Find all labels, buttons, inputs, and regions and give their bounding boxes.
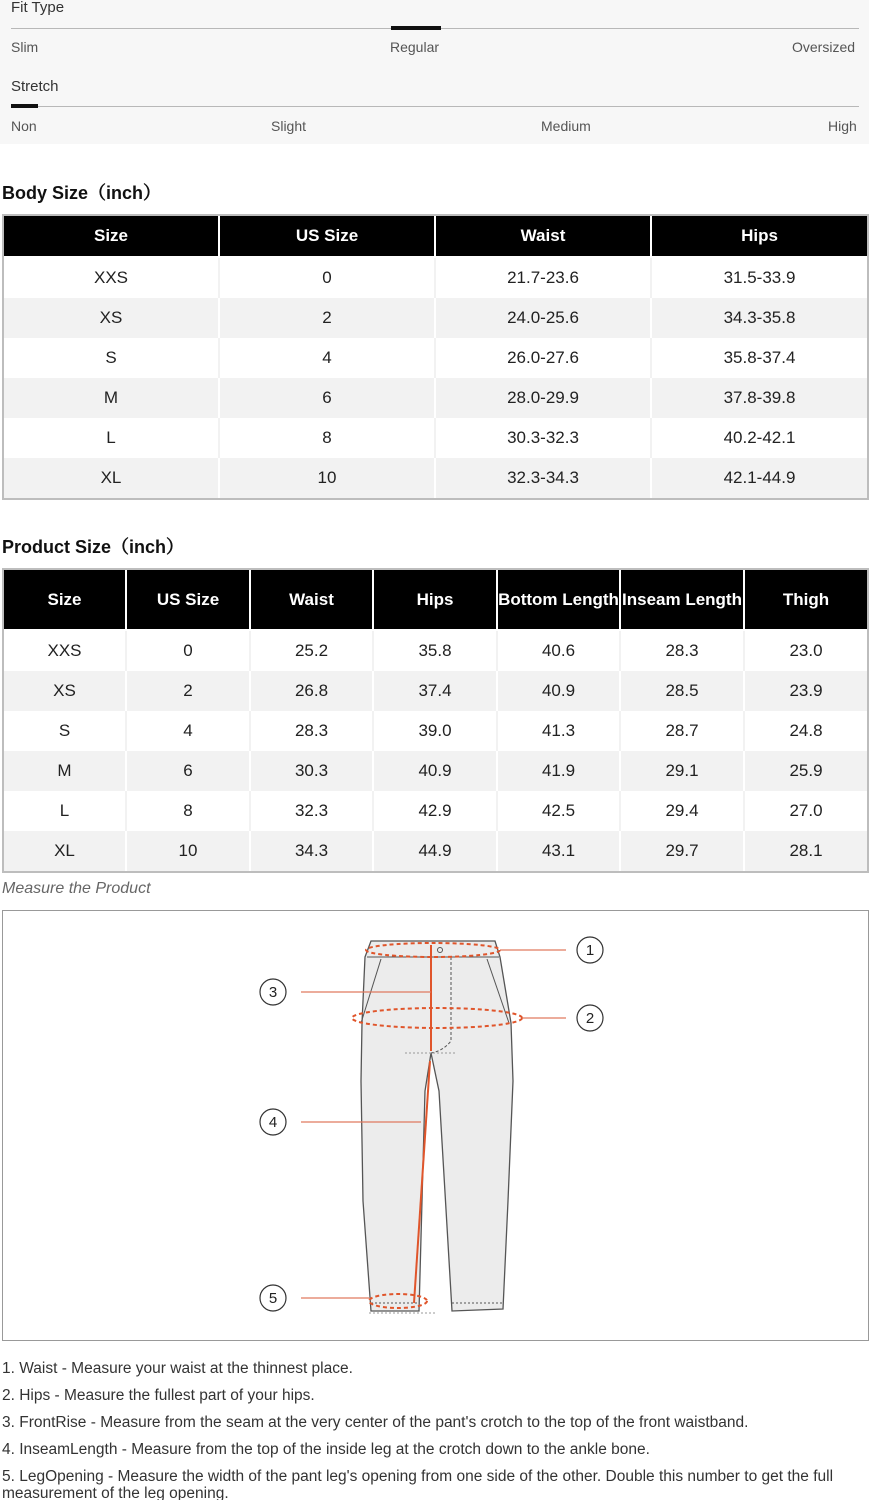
stretch-label-slight: Slight: [271, 118, 307, 134]
table-cell: XS: [4, 298, 220, 338]
table-cell: 28.0-29.9: [436, 378, 652, 418]
table-cell: 26.8: [251, 671, 374, 711]
table-cell: M: [4, 378, 220, 418]
table-cell: 29.4: [621, 791, 745, 831]
table-cell: 28.3: [621, 631, 745, 671]
table-row: [4, 378, 867, 418]
table-cell: 37.8-39.8: [652, 378, 867, 418]
table-row: [4, 298, 867, 338]
table-cell: 10: [127, 831, 251, 871]
table-cell: 40.9: [498, 671, 621, 711]
table-cell: 25.9: [745, 751, 867, 791]
measure-notes: [2, 1355, 864, 1500]
table-cell: 41.3: [498, 711, 621, 751]
table-row: [4, 631, 867, 671]
table-cell: 31.5-33.9: [652, 258, 867, 298]
table-cell: 23.9: [745, 671, 867, 711]
note-inseam-length: 4. InseamLength - Measure from the top of the inside leg at the crotch down to the ankle bone.: [2, 1441, 650, 1458]
table-cell: 40.6: [498, 631, 621, 671]
body-size-heading: [2, 179, 161, 205]
table-cell: 32.3-34.3: [436, 458, 652, 498]
stretch-label-high: High: [828, 118, 857, 134]
table-cell: L: [4, 418, 220, 458]
callout-4: 4: [268, 1114, 278, 1131]
table-row: [4, 258, 867, 298]
product-size-table: [2, 568, 869, 873]
table-cell: XXS: [4, 258, 220, 298]
stretch-track: [11, 106, 859, 107]
table-cell: XXS: [4, 631, 127, 671]
table-cell: 2: [127, 671, 251, 711]
table-cell: 42.9: [374, 791, 498, 831]
column-header: Hips: [374, 570, 498, 631]
product-size-unit: （inch）: [111, 537, 185, 557]
column-header: Waist: [251, 570, 374, 631]
callout-2: 2: [585, 1010, 595, 1027]
body-size-table: [2, 214, 869, 500]
note-front-rise: 3. FrontRise - Measure from the seam at the very center of the pant's crotch to the top of the front waistband.: [2, 1414, 749, 1431]
table-cell: 6: [220, 378, 436, 418]
table-cell: 8: [127, 791, 251, 831]
fit-type-label-slim: Slim: [11, 39, 39, 55]
table-cell: 40.9: [374, 751, 498, 791]
column-header: US Size: [220, 216, 436, 258]
pants-diagram: [3, 911, 870, 1342]
table-cell: XL: [4, 831, 127, 871]
note-leg-opening: 5. LegOpening - Measure the width of the pant leg's opening from one side of the other. Double this number to get the full measurement of the leg opening.: [2, 1468, 834, 1500]
table-cell: 30.3-32.3: [436, 418, 652, 458]
table-cell: 23.0: [745, 631, 867, 671]
table-row: [4, 751, 867, 791]
column-header: Bottom Length: [498, 570, 621, 631]
body-size-unit: （inch）: [88, 183, 162, 203]
table-cell: 0: [220, 258, 436, 298]
table-cell: 34.3: [251, 831, 374, 871]
table-cell: L: [4, 791, 127, 831]
table-cell: 24.0-25.6: [436, 298, 652, 338]
table-cell: XL: [4, 458, 220, 498]
table-row: [4, 338, 867, 378]
fit-type-label-oversized: Oversized: [792, 39, 856, 55]
measure-caption: Measure the Product: [2, 880, 151, 897]
fit-panel: [0, 0, 869, 144]
column-header: Inseam Length: [621, 570, 745, 631]
table-row: [4, 831, 867, 871]
table-row: [4, 791, 867, 831]
body-size-header-row: [4, 216, 867, 258]
body-size-title: Body Size: [2, 183, 89, 203]
table-cell: 25.2: [251, 631, 374, 671]
table-cell: S: [4, 338, 220, 378]
table-cell: XS: [4, 671, 127, 711]
table-cell: 44.9: [374, 831, 498, 871]
table-cell: 2: [220, 298, 436, 338]
column-header: Size: [4, 216, 220, 258]
pants-illustration: [361, 941, 513, 1311]
table-cell: 28.5: [621, 671, 745, 711]
table-cell: 30.3: [251, 751, 374, 791]
stretch-label-medium: Medium: [541, 118, 591, 134]
table-cell: 28.7: [621, 711, 745, 751]
table-cell: 39.0: [374, 711, 498, 751]
table-row: [4, 711, 867, 751]
note-waist: 1. Waist - Measure your waist at the thinnest place.: [2, 1360, 353, 1377]
table-cell: 41.9: [498, 751, 621, 791]
table-cell: 43.1: [498, 831, 621, 871]
table-row: [4, 458, 867, 498]
table-row: [4, 418, 867, 458]
table-cell: 26.0-27.6: [436, 338, 652, 378]
column-header: Hips: [652, 216, 867, 258]
stretch-title: Stretch: [11, 78, 59, 95]
table-cell: 29.1: [621, 751, 745, 791]
table-cell: 4: [127, 711, 251, 751]
callout-5: 5: [268, 1290, 278, 1307]
table-cell: 0: [127, 631, 251, 671]
product-size-heading: [2, 533, 184, 559]
table-cell: 8: [220, 418, 436, 458]
column-header: Thigh: [745, 570, 867, 631]
note-hips: 2. Hips - Measure the fullest part of your hips.: [2, 1387, 315, 1404]
table-cell: 37.4: [374, 671, 498, 711]
table-cell: 6: [127, 751, 251, 791]
fit-type-title: Fit Type: [11, 0, 65, 16]
table-cell: S: [4, 711, 127, 751]
column-header: Waist: [436, 216, 652, 258]
table-cell: 29.7: [621, 831, 745, 871]
table-cell: 34.3-35.8: [652, 298, 867, 338]
table-cell: 28.1: [745, 831, 867, 871]
column-header: US Size: [127, 570, 251, 631]
callout-3: 3: [268, 984, 278, 1001]
table-cell: M: [4, 751, 127, 791]
fit-type-label-regular: Regular: [390, 39, 440, 55]
table-cell: 10: [220, 458, 436, 498]
table-cell: 28.3: [251, 711, 374, 751]
table-cell: 27.0: [745, 791, 867, 831]
product-size-title: Product Size: [2, 537, 112, 557]
callout-1: 1: [585, 942, 595, 959]
measure-diagram: [2, 910, 869, 1341]
table-row: [4, 671, 867, 711]
table-cell: 35.8: [374, 631, 498, 671]
product-size-header-row: [4, 570, 867, 631]
table-cell: 24.8: [745, 711, 867, 751]
table-cell: 40.2-42.1: [652, 418, 867, 458]
column-header: Size: [4, 570, 127, 631]
fit-type-marker: [391, 26, 441, 30]
table-cell: 42.1-44.9: [652, 458, 867, 498]
table-cell: 42.5: [498, 791, 621, 831]
table-cell: 4: [220, 338, 436, 378]
table-cell: 32.3: [251, 791, 374, 831]
table-cell: 35.8-37.4: [652, 338, 867, 378]
stretch-marker: [11, 104, 38, 108]
table-cell: 21.7-23.6: [436, 258, 652, 298]
stretch-label-non: Non: [11, 118, 37, 134]
